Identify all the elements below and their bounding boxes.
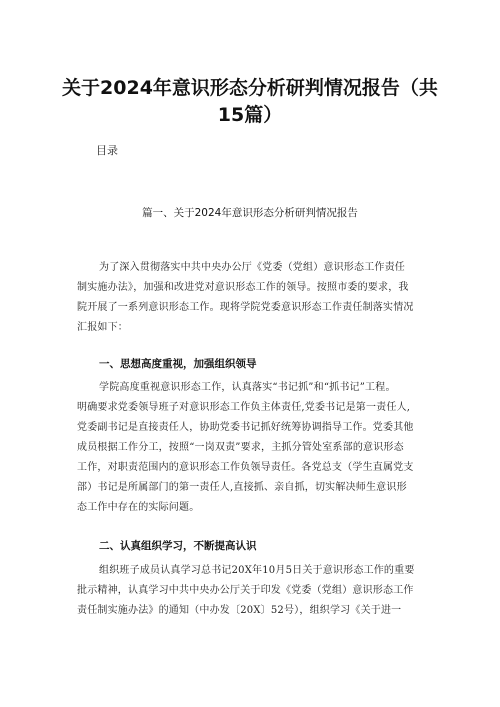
paragraph-1-line-7: 态工作中存在的实际问题。 (77, 502, 200, 513)
paragraph-2-line-2: 批示精神，认真学习中共中央办公厅关于印发《党委（党组）意识形态工作 (77, 585, 414, 596)
intro-line-4: 汇报如下： (77, 322, 128, 333)
paragraph-1-line-5: 工作，对职责范围内的意识形态工作负领导责任。各党总支（学生直属党支 (77, 462, 414, 473)
heading-2: 二、认真组织学习，不断提高认识 (99, 540, 257, 552)
paragraph-1-line-1: 学院高度重视意识形态工作，认真落实“书记抓”和“抓书记”工程。 (99, 382, 396, 393)
intro-paragraph (77, 258, 425, 338)
intro-line-2: 制实施办法》，加强和改进党对意识形态工作的领导。按照市委的要求，我 (77, 282, 409, 293)
paragraph-1-line-6: 部）书记是所属部门的第一责任人,直接抓、亲自抓，切实解决师生意识形 (77, 482, 407, 493)
paragraph-1 (77, 378, 425, 518)
toc-label: 目录 (96, 144, 118, 157)
intro-line-3: 院开展了一系列意识形态工作。现将学院党委意识形态工作责任制落实情况 (77, 302, 414, 313)
paragraph-2-line-3: 责任制实施办法》的通知（中办发〔20X〕52号），组织学习《关于进一 (77, 605, 402, 616)
document-title-line-1: 关于2024年意识形态分析研判情况报告（共 (62, 77, 438, 99)
document-title (60, 75, 440, 129)
document-title-line-2: 15篇） (217, 104, 283, 126)
intro-line-1: 为了深入贯彻落实中共中央办公厅《党委（党组）意识形态工作责任 (99, 262, 405, 273)
paragraph-1-line-2: 明确要求党委领导班子对意识形态工作负主体责任,党委书记是第一责任人, (77, 402, 411, 413)
heading-1: 一、思想高度重视，加强组织领导 (99, 358, 257, 370)
paragraph-2-line-1: 组织班子成员认真学习总书记20X年10月5日关于意识形态工作的重要 (99, 565, 415, 576)
paragraph-1-line-4: 成员根据工作分工，按照“一岗双责”要求，主抓分管处室系部的意识形态 (77, 442, 404, 453)
paragraph-1-line-3: 党委副书记是直接责任人，协助党委书记抓好统筹协调指导工作。党委其他 (77, 422, 414, 433)
section-title: 篇一、关于2024年意识形态分析研判情况报告 (142, 207, 358, 219)
paragraph-2 (77, 561, 425, 621)
